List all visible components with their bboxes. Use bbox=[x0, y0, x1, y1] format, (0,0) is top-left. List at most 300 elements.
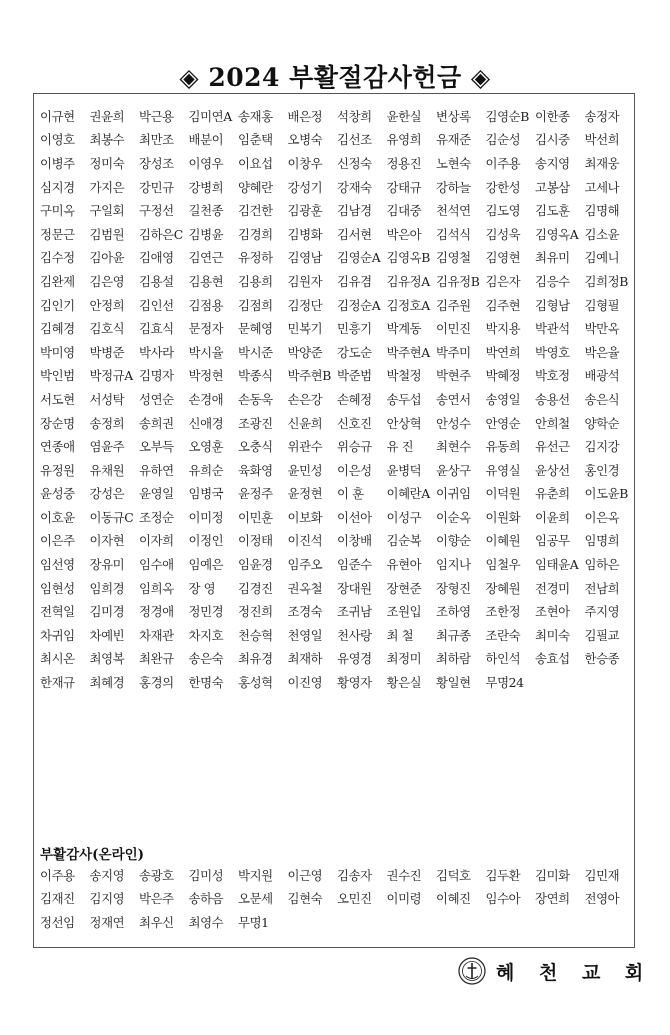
donor-name: 차예빈 bbox=[89, 627, 125, 643]
donor-name: 김용희 bbox=[238, 273, 273, 289]
donor-row bbox=[40, 175, 634, 199]
donor-name: 윤성중 bbox=[40, 486, 75, 502]
donor-name: 이요섭 bbox=[238, 155, 273, 171]
donor-name: 김영남 bbox=[287, 250, 323, 266]
donor-name: 손동욱 bbox=[238, 391, 273, 407]
donor-name: 가지은 bbox=[89, 179, 125, 195]
donor-name: 장성조 bbox=[139, 155, 174, 171]
donor-name: 김유정B bbox=[436, 273, 480, 289]
donor-name: 김소윤 bbox=[584, 226, 620, 242]
donor-name: 안영순 bbox=[485, 415, 521, 431]
donor-name: 김용현 bbox=[188, 273, 224, 289]
donor-name: 박미영 bbox=[40, 344, 75, 360]
donor-name: 김광훈 bbox=[287, 203, 323, 219]
donor-name: 조현아 bbox=[535, 604, 570, 620]
donor-name: 김범원 bbox=[89, 226, 125, 242]
online-donor-name: 무명1 bbox=[238, 914, 269, 930]
donor-name: 김필교 bbox=[584, 627, 620, 643]
online-donor-name: 김미화 bbox=[535, 867, 570, 883]
donor-name: 유선근 bbox=[535, 439, 570, 455]
donor-name: 박혜정 bbox=[485, 368, 521, 384]
online-donor-name: 송하음 bbox=[188, 891, 224, 907]
donor-name: 배광석 bbox=[584, 368, 620, 384]
donor-name: 연종애 bbox=[40, 439, 75, 455]
donor-name: 이보화 bbox=[287, 509, 323, 525]
online-donor-name: 송광호 bbox=[139, 867, 174, 883]
donor-name: 강한성 bbox=[485, 179, 521, 195]
donor-name: 박시율 bbox=[188, 344, 224, 360]
donor-name: 김대중 bbox=[386, 203, 422, 219]
donor-name: 박사라 bbox=[139, 344, 174, 360]
donor-name: 손은강 bbox=[287, 391, 323, 407]
donor-name: 송정자 bbox=[584, 108, 620, 124]
donor-row bbox=[40, 269, 634, 293]
donor-name: 서도현 bbox=[40, 391, 75, 407]
online-donor-name: 김현숙 bbox=[287, 891, 323, 907]
donor-name: 유하연 bbox=[139, 462, 174, 478]
donor-name: 석창희 bbox=[337, 108, 372, 124]
donor-name: 염윤주 bbox=[89, 439, 125, 455]
donor-name: 김아윤 bbox=[89, 250, 125, 266]
donor-name: 김도영 bbox=[485, 203, 521, 219]
donor-name: 윤민성 bbox=[287, 462, 323, 478]
donor-name: 이진영 bbox=[287, 675, 323, 691]
online-donor-name: 전영아 bbox=[584, 891, 620, 907]
donor-name: 박인범 bbox=[40, 368, 75, 384]
donor-name: 양혜란 bbox=[238, 179, 273, 195]
donor-row bbox=[40, 340, 634, 364]
donor-name: 양학순 bbox=[584, 415, 620, 431]
donor-name: 오병숙 bbox=[287, 132, 323, 148]
donor-name: 김유정A bbox=[386, 273, 430, 289]
donor-name: 송희권 bbox=[139, 415, 174, 431]
donor-row bbox=[40, 387, 634, 411]
donor-name: 김명자 bbox=[139, 368, 174, 384]
donor-name: 최혜경 bbox=[89, 675, 125, 691]
donor-name: 전경미 bbox=[535, 580, 570, 596]
donor-name: 한승종 bbox=[584, 651, 620, 667]
donor-name: 송정희 bbox=[89, 415, 125, 431]
donor-name: 임주오 bbox=[287, 557, 323, 573]
online-donor-name: 박지원 bbox=[238, 867, 273, 883]
donor-name: 김정호A bbox=[386, 297, 430, 313]
donor-name: 최만조 bbox=[139, 132, 174, 148]
donor-name: 최봉수 bbox=[89, 132, 125, 148]
donor-name: 김정순A bbox=[337, 297, 381, 313]
donor-name: 김형남 bbox=[535, 297, 570, 313]
donor-name: 최 철 bbox=[386, 627, 414, 643]
donor-row bbox=[40, 364, 634, 388]
donor-name: 김지강 bbox=[584, 439, 620, 455]
donor-name: 조원입 bbox=[386, 604, 422, 620]
donor-name: 강성기 bbox=[287, 179, 323, 195]
donor-name: 문혜영 bbox=[238, 321, 273, 337]
donor-name: 홍인경 bbox=[584, 462, 620, 478]
online-donor-name: 이근영 bbox=[287, 867, 323, 883]
donor-name: 강재숙 bbox=[337, 179, 372, 195]
donor-name: 박병준 bbox=[89, 344, 125, 360]
donor-name: 김순복 bbox=[386, 533, 422, 549]
donor-name: 윤정현 bbox=[287, 486, 323, 502]
donor-name: 정민경 bbox=[188, 604, 224, 620]
donor-name: 임태윤A bbox=[535, 557, 579, 573]
donor-name: 박철정 bbox=[386, 368, 422, 384]
donor-name: 최미숙 bbox=[535, 627, 570, 643]
donor-name: 홍경의 bbox=[139, 675, 174, 691]
donor-name: 김시중 bbox=[535, 132, 570, 148]
donor-name: 이주용 bbox=[485, 155, 521, 171]
donor-name: 황영자 bbox=[337, 675, 372, 691]
donor-name: 박은아 bbox=[386, 226, 422, 242]
donor-name: 유현아 bbox=[386, 557, 422, 573]
online-donor-name: 김민재 bbox=[584, 867, 620, 883]
donor-name: 천사랑 bbox=[337, 627, 372, 643]
donor-name: 이미정 bbox=[188, 509, 224, 525]
donor-name: 이창배 bbox=[337, 533, 372, 549]
donor-row bbox=[40, 505, 634, 529]
donor-name: 고세나 bbox=[584, 179, 620, 195]
donor-name: 이선아 bbox=[337, 509, 372, 525]
donor-name: 김형필 bbox=[584, 297, 620, 313]
donor-name: 박정규A bbox=[89, 368, 133, 384]
online-donor-name: 오문세 bbox=[238, 891, 273, 907]
donor-name: 유재준 bbox=[436, 132, 471, 148]
donor-name: 김주현 bbox=[485, 297, 521, 313]
donor-name: 황일현 bbox=[436, 675, 471, 691]
donor-name: 송지영 bbox=[535, 155, 570, 171]
donor-name: 손혜정 bbox=[337, 391, 372, 407]
donor-name: 김혜경 bbox=[40, 321, 75, 337]
donor-name: 이동규C bbox=[89, 509, 134, 525]
donor-name: 이원화 bbox=[485, 509, 521, 525]
donor-name: 권옥철 bbox=[287, 580, 323, 596]
donor-name: 장유미 bbox=[89, 557, 125, 573]
donor-name: 차귀임 bbox=[40, 627, 75, 643]
donor-row bbox=[40, 434, 634, 458]
donor-name: 김영철 bbox=[436, 250, 471, 266]
donor-name: 김건한 bbox=[238, 203, 273, 219]
donor-name: 김경희 bbox=[238, 226, 273, 242]
donor-name: 임예은 bbox=[188, 557, 224, 573]
donor-name: 이은주 bbox=[40, 533, 75, 549]
donor-name: 유영희 bbox=[386, 132, 422, 148]
donor-name: 정경애 bbox=[139, 604, 174, 620]
donor-name: 김미연A bbox=[188, 108, 232, 124]
online-donor-name: 김지영 bbox=[89, 891, 125, 907]
donor-row bbox=[40, 529, 634, 553]
donor-name: 배은정 bbox=[287, 108, 323, 124]
donor-name: 김정단 bbox=[287, 297, 323, 313]
donor-name: 무명24 bbox=[485, 675, 524, 691]
donor-name: 정진희 bbox=[238, 604, 273, 620]
donor-name: 윤상선 bbox=[535, 462, 570, 478]
donor-name: 최재웅 bbox=[584, 155, 620, 171]
donor-name: 김호식 bbox=[89, 321, 125, 337]
online-donor-name: 임수아 bbox=[485, 891, 521, 907]
donor-name: 장순명 bbox=[40, 415, 75, 431]
donor-name: 박준범 bbox=[337, 368, 372, 384]
donor-name: 이혜원 bbox=[485, 533, 521, 549]
donor-name: 이정인 bbox=[188, 533, 224, 549]
donor-name: 송영일 bbox=[485, 391, 521, 407]
donor-name: 구정선 bbox=[139, 203, 174, 219]
donor-row bbox=[40, 222, 634, 246]
donor-name: 장 영 bbox=[188, 580, 216, 596]
donor-name: 임준수 bbox=[337, 557, 372, 573]
donor-name: 박종식 bbox=[238, 368, 273, 384]
donor-name: 조정순 bbox=[139, 509, 174, 525]
donor-name: 이은성 bbox=[337, 462, 372, 478]
donor-name: 조귀남 bbox=[337, 604, 372, 620]
online-donor-name: 권수진 bbox=[386, 867, 422, 883]
donor-name: 이윤희 bbox=[535, 509, 570, 525]
donor-name: 장대원 bbox=[337, 580, 372, 596]
donor-name: 장형진 bbox=[436, 580, 471, 596]
donor-name: 유채원 bbox=[89, 462, 125, 478]
donor-name: 박은율 bbox=[584, 344, 620, 360]
donor-row bbox=[40, 293, 634, 317]
donor-name: 안희철 bbox=[535, 415, 570, 431]
donor-name: 손경애 bbox=[188, 391, 224, 407]
donor-name: 유정하 bbox=[238, 250, 273, 266]
donor-name: 임병국 bbox=[188, 486, 224, 502]
donor-name: 주지영 bbox=[584, 604, 620, 620]
donor-name: 차재관 bbox=[139, 627, 174, 643]
donor-row bbox=[40, 670, 634, 694]
donor-name: 안상혁 bbox=[386, 415, 422, 431]
donor-row bbox=[40, 411, 634, 435]
donor-name: 유 진 bbox=[386, 439, 414, 455]
donor-name: 임철우 bbox=[485, 557, 521, 573]
donor-name: 윤병덕 bbox=[386, 462, 422, 478]
donor-name: 신애경 bbox=[188, 415, 224, 431]
donor-name: 김원자 bbox=[287, 273, 323, 289]
donor-name: 박정현 bbox=[188, 368, 224, 384]
donor-name: 김하은C bbox=[139, 226, 183, 242]
donor-name: 최유경 bbox=[238, 651, 273, 667]
page-title: ◈ 2024 부활절감사헌금 ◈ bbox=[179, 63, 491, 92]
donor-name: 위관수 bbox=[287, 439, 323, 455]
donor-name: 박지용 bbox=[485, 321, 521, 337]
donor-name: 김애영 bbox=[139, 250, 174, 266]
donor-name: 김성욱 bbox=[485, 226, 521, 242]
donor-name: 박계동 bbox=[386, 321, 422, 337]
donor-name: 송은숙 bbox=[188, 651, 224, 667]
donor-row bbox=[40, 198, 634, 222]
online-donor-name: 최영수 bbox=[188, 914, 224, 930]
donor-name: 김미경 bbox=[89, 604, 125, 620]
donor-name: 황은실 bbox=[386, 675, 422, 691]
donor-name: 송은식 bbox=[584, 391, 620, 407]
donor-name: 이성구 bbox=[386, 509, 422, 525]
online-donor-name: 박은주 bbox=[139, 891, 174, 907]
donor-name: 김예니 bbox=[584, 250, 620, 266]
donor-name: 임윤경 bbox=[238, 557, 273, 573]
donor-name: 윤상구 bbox=[436, 462, 471, 478]
donor-name: 김영현 bbox=[485, 250, 521, 266]
donor-name: 이향순 bbox=[436, 533, 471, 549]
donor-name: 김도훈 bbox=[535, 203, 570, 219]
donor-name: 오부득 bbox=[139, 439, 174, 455]
donor-name: 천석연 bbox=[436, 203, 471, 219]
donor-name: 최규종 bbox=[436, 627, 471, 643]
donor-name: 이자현 bbox=[89, 533, 125, 549]
donor-name: 김선조 bbox=[337, 132, 372, 148]
donor-name: 강태규 bbox=[386, 179, 422, 195]
donor-name: 이은옥 bbox=[584, 509, 620, 525]
donor-name: 유희순 bbox=[188, 462, 224, 478]
donor-name: 안정희 bbox=[89, 297, 125, 313]
donor-name: 서성탁 bbox=[89, 391, 125, 407]
donor-name: 김영순A bbox=[337, 250, 381, 266]
donor-name: 김순성 bbox=[485, 132, 521, 148]
donor-name: 윤한실 bbox=[386, 108, 422, 124]
donor-name: 조광진 bbox=[238, 415, 273, 431]
donor-name: 구일회 bbox=[89, 203, 125, 219]
donor-name: 박선희 bbox=[584, 132, 620, 148]
donor-name: 장현준 bbox=[386, 580, 422, 596]
donor-name: 천영일 bbox=[287, 627, 323, 643]
church-signature bbox=[458, 957, 652, 985]
donor-name: 이영호 bbox=[40, 132, 75, 148]
donor-name: 김유겸 bbox=[337, 273, 372, 289]
donor-name: 노현숙 bbox=[436, 155, 471, 171]
donor-name: 김영옥B bbox=[386, 250, 430, 266]
online-donor-row bbox=[40, 887, 634, 911]
donor-name: 송두섭 bbox=[386, 391, 422, 407]
donor-name: 유동희 bbox=[485, 439, 521, 455]
donor-name: 길천종 bbox=[188, 203, 224, 219]
donor-name: 최영복 bbox=[89, 651, 125, 667]
donor-name: 이진석 bbox=[287, 533, 323, 549]
donor-name: 육화영 bbox=[238, 462, 273, 478]
donor-name: 김영순B bbox=[485, 108, 529, 124]
donor-name: 차지호 bbox=[188, 627, 224, 643]
donor-name: 정문근 bbox=[40, 226, 75, 242]
donor-name: 홍성혁 bbox=[238, 675, 273, 691]
online-section-title: 부활감사(온라인) bbox=[40, 847, 145, 863]
donor-name: 이덕원 bbox=[485, 486, 521, 502]
donor-name: 김점희 bbox=[238, 297, 273, 313]
donor-name: 배분이 bbox=[188, 132, 224, 148]
donor-name: 최정미 bbox=[386, 651, 422, 667]
donor-name: 조경숙 bbox=[287, 604, 323, 620]
donor-name: 송재홍 bbox=[238, 108, 273, 124]
donor-name: 조란숙 bbox=[485, 627, 521, 643]
donor-name: 김완제 bbox=[40, 273, 75, 289]
donor-name: 김은영 bbox=[89, 273, 125, 289]
donor-name: 하인석 bbox=[485, 651, 521, 667]
donor-name: 김영옥A bbox=[535, 226, 579, 242]
donor-name: 이 훈 bbox=[337, 486, 364, 502]
donor-name: 구미옥 bbox=[40, 203, 75, 219]
donor-name: 이도윤B bbox=[584, 486, 628, 502]
donor-name: 김병화 bbox=[287, 226, 323, 242]
donor-name: 박주미 bbox=[436, 344, 471, 360]
donor-name: 윤정주 bbox=[238, 486, 273, 502]
donor-name: 임명희 bbox=[584, 533, 620, 549]
donor-row bbox=[40, 623, 634, 647]
online-donor-name: 오민진 bbox=[337, 891, 372, 907]
donor-name: 천승혁 bbox=[238, 627, 273, 643]
donor-row bbox=[40, 151, 634, 175]
donor-name: 조한정 bbox=[485, 604, 521, 620]
donor-name: 김점용 bbox=[188, 297, 224, 313]
donor-name: 유영경 bbox=[337, 651, 372, 667]
donor-row bbox=[40, 552, 634, 576]
donor-name: 임선영 bbox=[40, 557, 75, 573]
donor-name: 김인선 bbox=[139, 297, 174, 313]
donor-name: 한재규 bbox=[40, 675, 75, 691]
donor-name: 이병주 bbox=[40, 155, 75, 171]
donor-name: 강하늘 bbox=[436, 179, 471, 195]
donor-name: 박만옥 bbox=[584, 321, 620, 337]
donor-name: 이창우 bbox=[287, 155, 323, 171]
donor-name: 유영실 bbox=[485, 462, 521, 478]
donor-name: 정미숙 bbox=[89, 155, 125, 171]
donor-name: 박영호 bbox=[535, 344, 570, 360]
donor-name: 강성은 bbox=[89, 486, 125, 502]
donor-row bbox=[40, 482, 634, 506]
online-name-grid bbox=[40, 863, 634, 934]
donor-name: 박시준 bbox=[238, 344, 273, 360]
online-donor-name: 최우신 bbox=[139, 914, 174, 930]
donor-name: 김연근 bbox=[188, 250, 224, 266]
donor-name: 성연순 bbox=[139, 391, 174, 407]
donor-name: 송용선 bbox=[535, 391, 570, 407]
donor-name: 김남경 bbox=[337, 203, 372, 219]
donor-name: 김응수 bbox=[535, 273, 570, 289]
donor-name: 권윤희 bbox=[89, 108, 125, 124]
donor-name: 김용설 bbox=[139, 273, 174, 289]
donor-name: 임지나 bbox=[436, 557, 471, 573]
donor-name: 박현주 bbox=[436, 368, 471, 384]
online-donor-name: 송지영 bbox=[89, 867, 125, 883]
donor-name: 변상록 bbox=[436, 108, 471, 124]
donor-name: 전혁일 bbox=[40, 604, 75, 620]
donor-name: 이귀임 bbox=[436, 486, 471, 502]
church-name: 혜 천 교 회 bbox=[496, 961, 653, 984]
church-seal-icon bbox=[458, 957, 486, 985]
online-donor-name: 김송자 bbox=[337, 867, 372, 883]
donor-name: 한명숙 bbox=[188, 675, 224, 691]
donor-name: 김수정 bbox=[40, 250, 75, 266]
donor-name: 임희경 bbox=[89, 580, 125, 596]
donor-name: 박양준 bbox=[287, 344, 323, 360]
name-grid bbox=[40, 104, 634, 694]
donor-name: 박호정 bbox=[535, 368, 570, 384]
donor-name: 장혜원 bbox=[485, 580, 521, 596]
donor-row bbox=[40, 316, 634, 340]
donor-name: 이민진 bbox=[436, 321, 471, 337]
donor-name: 임현성 bbox=[40, 580, 75, 596]
donor-name: 이자희 bbox=[139, 533, 174, 549]
donor-name: 신호진 bbox=[337, 415, 372, 431]
donor-name: 신정숙 bbox=[337, 155, 372, 171]
donor-name: 최유미 bbox=[535, 250, 570, 266]
donor-name: 고봉삼 bbox=[535, 179, 570, 195]
donor-name: 오영훈 bbox=[188, 439, 224, 455]
donor-row bbox=[40, 458, 634, 482]
donor-name: 김효식 bbox=[139, 321, 174, 337]
donor-name: 이혜란A bbox=[386, 486, 430, 502]
donor-name: 박관석 bbox=[535, 321, 570, 337]
donor-name: 이민훈 bbox=[238, 509, 273, 525]
donor-name: 송효섭 bbox=[535, 651, 570, 667]
online-donor-name: 김재진 bbox=[40, 891, 75, 907]
donor-name: 최현수 bbox=[436, 439, 471, 455]
donor-name: 전남희 bbox=[584, 580, 620, 596]
